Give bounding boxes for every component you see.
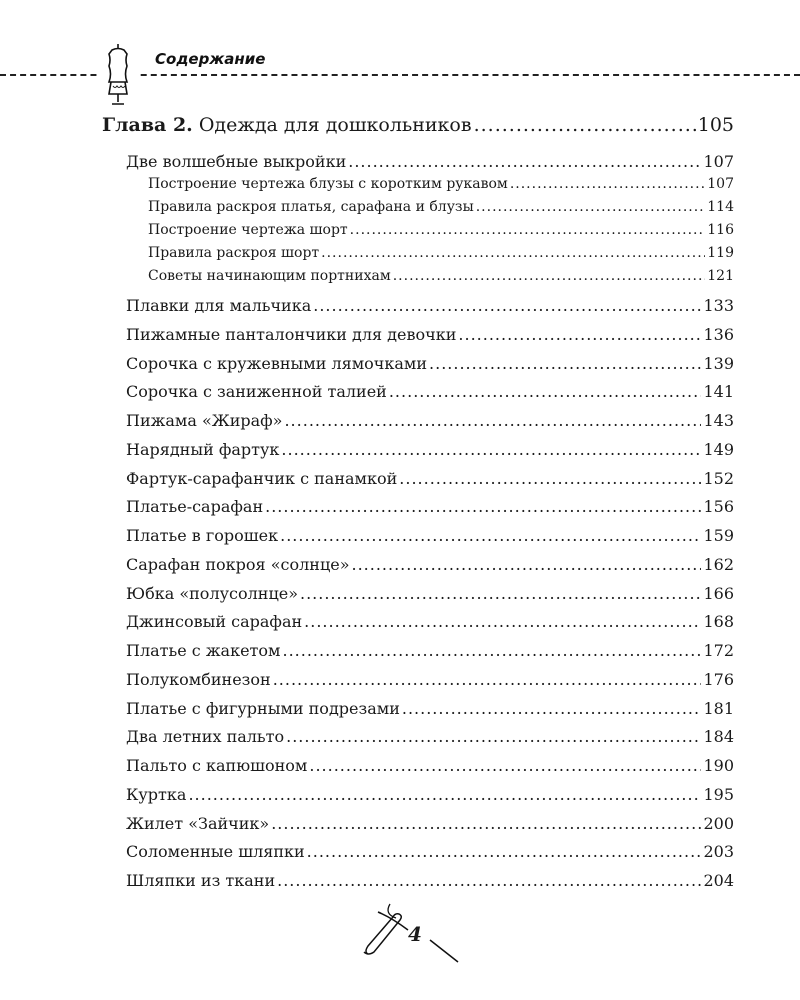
toc-entry-title: Полукомбинезон (126, 670, 271, 689)
toc-entry-title: Две волшебные выкройки (126, 152, 347, 171)
dot-leader (307, 842, 702, 861)
chapter-title (102, 114, 472, 136)
dot-leader (458, 325, 701, 344)
toc-entry-page: 136 (703, 325, 734, 344)
dot-leader (348, 152, 701, 171)
toc-entry-title: Куртка (126, 785, 187, 804)
toc-entry[interactable] (148, 245, 734, 261)
toc-entry-title: Два летних пальто (126, 727, 285, 746)
toc-entry[interactable] (126, 354, 734, 373)
toc-entry-title: Джинсовый сарафан (126, 612, 303, 631)
toc-entry[interactable] (126, 440, 734, 459)
toc-entry-page: 107 (703, 152, 734, 171)
dot-leader (313, 296, 701, 315)
dot-leader (309, 756, 701, 775)
dot-leader (271, 814, 701, 833)
dot-leader (510, 176, 705, 192)
toc-entry[interactable] (126, 526, 734, 545)
toc-entry-title: Плавки для мальчика (126, 296, 312, 315)
toc-entry-page: 190 (703, 756, 734, 775)
toc-entry-page: 195 (703, 785, 734, 804)
toc-entry-page: 133 (703, 296, 734, 315)
toc-entry-page: 121 (707, 268, 734, 284)
toc-entry[interactable] (126, 670, 734, 689)
dot-leader (304, 612, 701, 631)
page-header (0, 40, 800, 110)
toc-entry-title: Соломенные шляпки (126, 842, 305, 861)
toc-entry-title: Сорочка с заниженной талией (126, 382, 387, 401)
toc-entry-page: 141 (703, 382, 734, 401)
toc-entry-page: 114 (707, 199, 734, 215)
toc-entry-page: 200 (703, 814, 734, 833)
dot-leader (277, 871, 701, 890)
toc-entry-page: 203 (703, 842, 734, 861)
toc-entry-title: Нарядный фартук (126, 440, 280, 459)
toc-entry[interactable] (126, 584, 734, 603)
toc-entry[interactable] (126, 641, 734, 660)
toc-entry-title: Правила раскроя шорт (148, 245, 320, 261)
toc-entry[interactable] (126, 727, 734, 746)
dot-leader (474, 114, 696, 136)
dot-leader (321, 245, 705, 261)
toc-entry-page: 119 (707, 245, 734, 261)
toc-entry-title: Платье-сарафан (126, 497, 264, 516)
header-title: Содержание (155, 50, 266, 68)
toc-entry[interactable] (126, 497, 734, 516)
toc-entry-page: 168 (703, 612, 734, 631)
toc-entry-title: Юбка «полусолнце» (126, 584, 298, 603)
toc-entry-page: 143 (703, 411, 734, 430)
toc-entry-title: Шляпки из ткани (126, 871, 276, 890)
dot-leader (280, 526, 701, 545)
toc-entry-page: 149 (703, 440, 734, 459)
dot-leader (188, 785, 701, 804)
dot-leader (282, 641, 701, 660)
toc-entry-page: 181 (703, 699, 734, 718)
toc-entry-title: Построение чертежа шорт (148, 222, 348, 238)
toc-entry[interactable] (126, 382, 734, 401)
chapter-name: Одежда для дошкольников (198, 114, 472, 136)
toc-entry[interactable] (126, 152, 734, 171)
toc-entry-page: 139 (703, 354, 734, 373)
toc-entry[interactable] (126, 842, 734, 861)
dot-leader (281, 440, 701, 459)
toc-entry-title: Пижама «Жираф» (126, 411, 283, 430)
toc-entry[interactable] (126, 411, 734, 430)
chapter-heading[interactable] (102, 114, 734, 136)
toc-entry-page: 204 (703, 871, 734, 890)
toc-entry[interactable] (126, 612, 734, 631)
toc-entry[interactable] (126, 785, 734, 804)
toc-entry[interactable] (148, 199, 734, 215)
toc-entry-page: 107 (707, 176, 734, 192)
dot-leader (399, 469, 701, 488)
toc-entry-title: Пижамные панталончики для девочки (126, 325, 457, 344)
toc-entry[interactable] (148, 176, 734, 192)
toc-entry-title: Правила раскроя платья, сарафана и блузы (148, 199, 474, 215)
toc-entry-page: 176 (703, 670, 734, 689)
toc-entry-title: Жилет «Зайчик» (126, 814, 270, 833)
chapter-label: Глава 2. (102, 114, 193, 136)
toc-entry-page: 159 (703, 526, 734, 545)
toc-entry-title: Фартук-сарафанчик с панамкой (126, 469, 398, 488)
page-number: 4 (408, 922, 422, 946)
toc-entry[interactable] (148, 222, 734, 238)
dot-leader (265, 497, 701, 516)
toc-entry-page: 152 (703, 469, 734, 488)
toc-entry-title: Платье с жакетом (126, 641, 281, 660)
toc-entry[interactable] (126, 814, 734, 833)
toc-entry-page: 184 (703, 727, 734, 746)
toc-entry-title: Построение чертежа блузы с коротким рукавом (148, 176, 508, 192)
dot-leader (429, 354, 701, 373)
toc-entry-title: Платье в горошек (126, 526, 279, 545)
dot-leader (476, 199, 706, 215)
dot-leader (300, 584, 701, 603)
dot-leader (284, 411, 701, 430)
dot-leader (393, 268, 706, 284)
toc-entry[interactable] (126, 555, 734, 574)
toc-entry-page: 156 (703, 497, 734, 516)
toc-entry[interactable] (148, 268, 734, 284)
toc-entry[interactable] (126, 325, 734, 344)
dress-form-icon (98, 42, 138, 106)
toc-entry[interactable] (126, 756, 734, 775)
dot-leader (273, 670, 702, 689)
dot-leader (351, 555, 701, 574)
toc-entry-title: Советы начинающим портнихам (148, 268, 391, 284)
dot-leader (350, 222, 706, 238)
toc-entry-title: Платье с фигурными подрезами (126, 699, 400, 718)
dot-leader (389, 382, 702, 401)
toc-entry-page: 116 (707, 222, 734, 238)
toc-entry[interactable] (126, 296, 734, 315)
toc-entry-title: Сорочка с кружевными лямочками (126, 354, 428, 373)
dot-leader (402, 699, 702, 718)
toc-entry[interactable] (126, 699, 734, 718)
toc-entry-page: 166 (703, 584, 734, 603)
toc-entry-title: Пальто с капюшоном (126, 756, 308, 775)
toc-entry-page: 162 (703, 555, 734, 574)
chapter-page: 105 (697, 114, 734, 136)
toc-entry-page: 172 (703, 641, 734, 660)
toc-entry[interactable] (126, 469, 734, 488)
dot-leader (286, 727, 701, 746)
toc-entry-title: Сарафан покроя «солнце» (126, 555, 350, 574)
toc-entry[interactable] (126, 871, 734, 890)
